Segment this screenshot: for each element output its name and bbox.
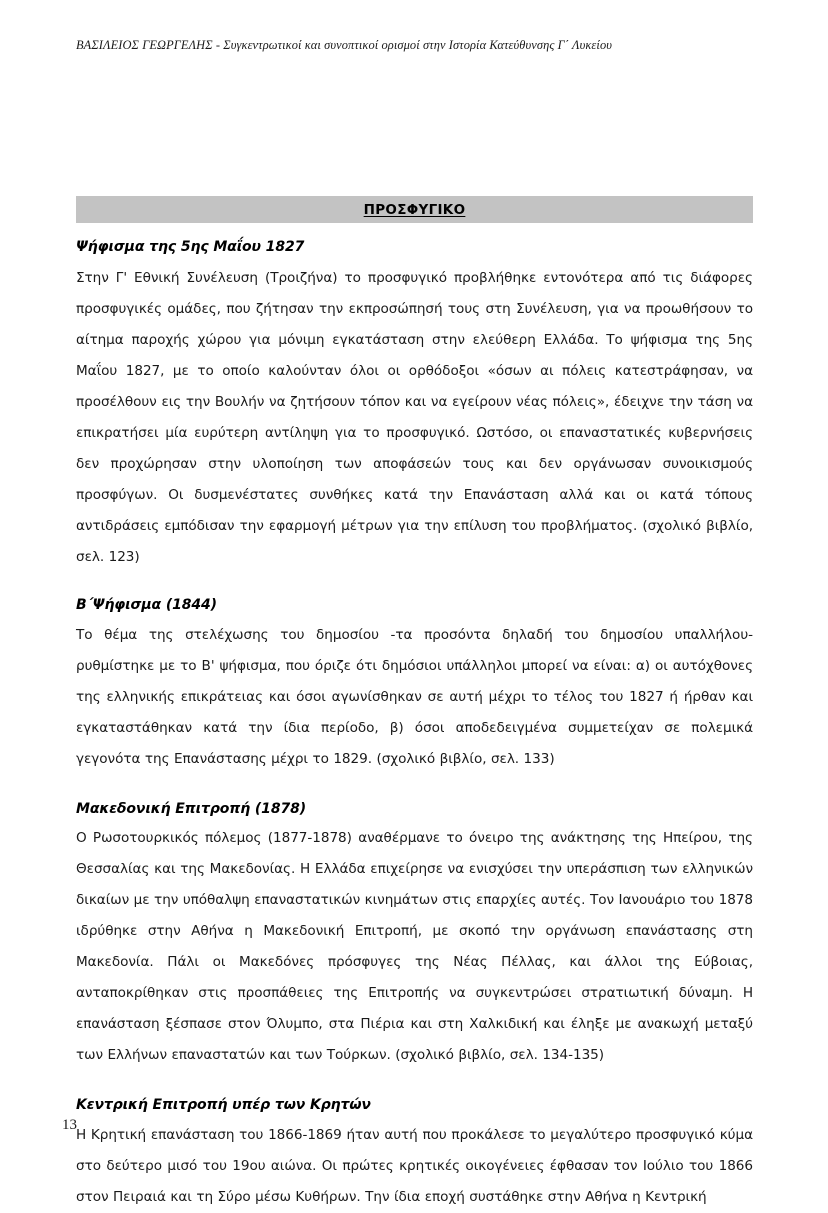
running-header: ΒΑΣΙΛΕΙΟΣ ΓΕΩΡΓΕΛΗΣ - Συγκεντρωτικοί και συνοπτικοί ορισμοί στην Ιστορία Κατεύθυνσης Γ΄ Λυκείου — [76, 38, 613, 52]
section-psifisma-1827 — [76, 239, 753, 573]
section-body: Το θέμα της στελέχωσης του δημοσίου -τα προσόντα δηλαδή του δημοσίου υπαλλήλου- ρυθμίστηκε με το Β' ψήφισμα, που όριζε ότι δημόσιοι υπάλληλοι μπορεί να είναι: α) οι αυτόχθονες της ελληνικής επικράτειας και όσοι αγωνίσθηκαν σε αυτή μέχρι το τέλος του 1827 ή ήρθαν και εγκαταστάθηκαν κατά την ίδια περίοδο, β) όσοι αποδεδειγμένα συμμετείχαν σε πολεμικά γεγονότα της Επανάστασης μέχρι το 1829. (σχολικό βιβλίο, σελ. 133) — [76, 626, 753, 767]
section-kentriki-epitropi-kritwn — [76, 1097, 753, 1213]
section-heading: Ψήφισμα της 5ης Μαΐου 1827 — [76, 239, 305, 255]
section-heading: Μακεδονική Επιτροπή (1878) — [76, 800, 307, 817]
section-heading: Κεντρική Επιτροπή υπέρ των Κρητών — [76, 1097, 371, 1114]
section-body: Ο Ρωσοτουρκικός πόλεμος (1877-1878) αναθέρμανε το όνειρο της ανάκτησης της Ηπείρου, της Θεσσαλίας και της Μακεδονίας. Η Ελλάδα επιχείρησε να ενισχύσει την υπεράσπιση των ελληνικών δικαίων με την υπόθαλψη επαναστατικών κινημάτων στις επαρχίες αυτές. Τον Ιανουάριο του 1878 ιδρύθηκε στην Αθήνα η Μακεδονική Επιτροπή, με σκοπό την οργάνωση επανάστασης στη Μακεδονία. Πάλι οι Μακεδόνες πρόσφυγες της Νέας Πέλλας, και άλλοι της Εύβοιας, ανταποκρίθηκαν στις προσπάθειες της Επιτροπής να συγκεντρώσει στρατιωτική δύναμη. Η επανάσταση ξέσπασε στον Όλυμπο, στα Πιέρια και στη Χαλκιδική και έληξε με ανακωχή μεταξύ των Ελλήνων επαναστατών και των Τούρκων. (σχολικό βιβλίο, σελ. 134-135) — [76, 830, 753, 1064]
section-body: Στην Γ' Εθνική Συνέλευση (Τροιζήνα) το προσφυγικό προβλήθηκε εντονότερα από τις διάφορες προσφυγικές ομάδες, που ζήτησαν την εκπροσώπησή τους στη Συνέλευση, για να προωθήσουν το αίτημα παροχής χώρου για μόνιμη εγκατάσταση στην ελεύθερη Ελλάδα. Το ψήφισμα της 5ης Μαΐου 1827, με το οποίο καλούνταν όλοι οι ορθόδοξοι «όσων αι πόλεις κατεστράφησαν, να προσέλθουν εις την Βουλήν να ζητήσουν τόπον και να εγείρουν νέας πόλεις», έδειχνε την τάση να επικρατήσει μία ευρύτερη αντίληψη για το προσφυγικό. Ωστόσο, οι επαναστατικές κυβερνήσεις δεν προχώρησαν στην υλοποίηση των αποφάσεών τους και δεν οργάνωσαν συνοικισμούς προσφύγων. Οι δυσμενέστατες συνθήκες κατά την Επανάσταση αλλά και οι κατά τόπους αντιδράσεις εμπόδισαν την εφαρμογή μέτρων για την επίλυση του προβλήματος. (σχολικό βιβλίο, σελ. 123) — [76, 269, 753, 565]
banner-title: ΠΡΟΣΦΥΓΙΚΟ — [363, 201, 466, 218]
document-content — [76, 196, 753, 1213]
page-number: 13 — [62, 1117, 77, 1133]
section-body: Η Κρητική επανάσταση του 1866-1869 ήταν αυτή που προκάλεσε το μεγαλύτερο προσφυγικό κύμα στο δεύτερο μισό του 19ου αιώνα. Οι πρώτες κρητικές οικογένειες έφθασαν τον Ιούλιο του 1866 στον Πειραιά και τη Σύρο μέσω Κυθήρων. Την ίδια εποχή συστάθηκε στην Αθήνα η Κεντρική — [76, 1127, 753, 1206]
section-makedoniki-epitropi — [76, 801, 753, 1072]
section-heading: Β΄Ψήφισμα (1844) — [76, 596, 217, 613]
section-v-psifisma — [76, 597, 753, 775]
section-banner — [76, 196, 753, 223]
